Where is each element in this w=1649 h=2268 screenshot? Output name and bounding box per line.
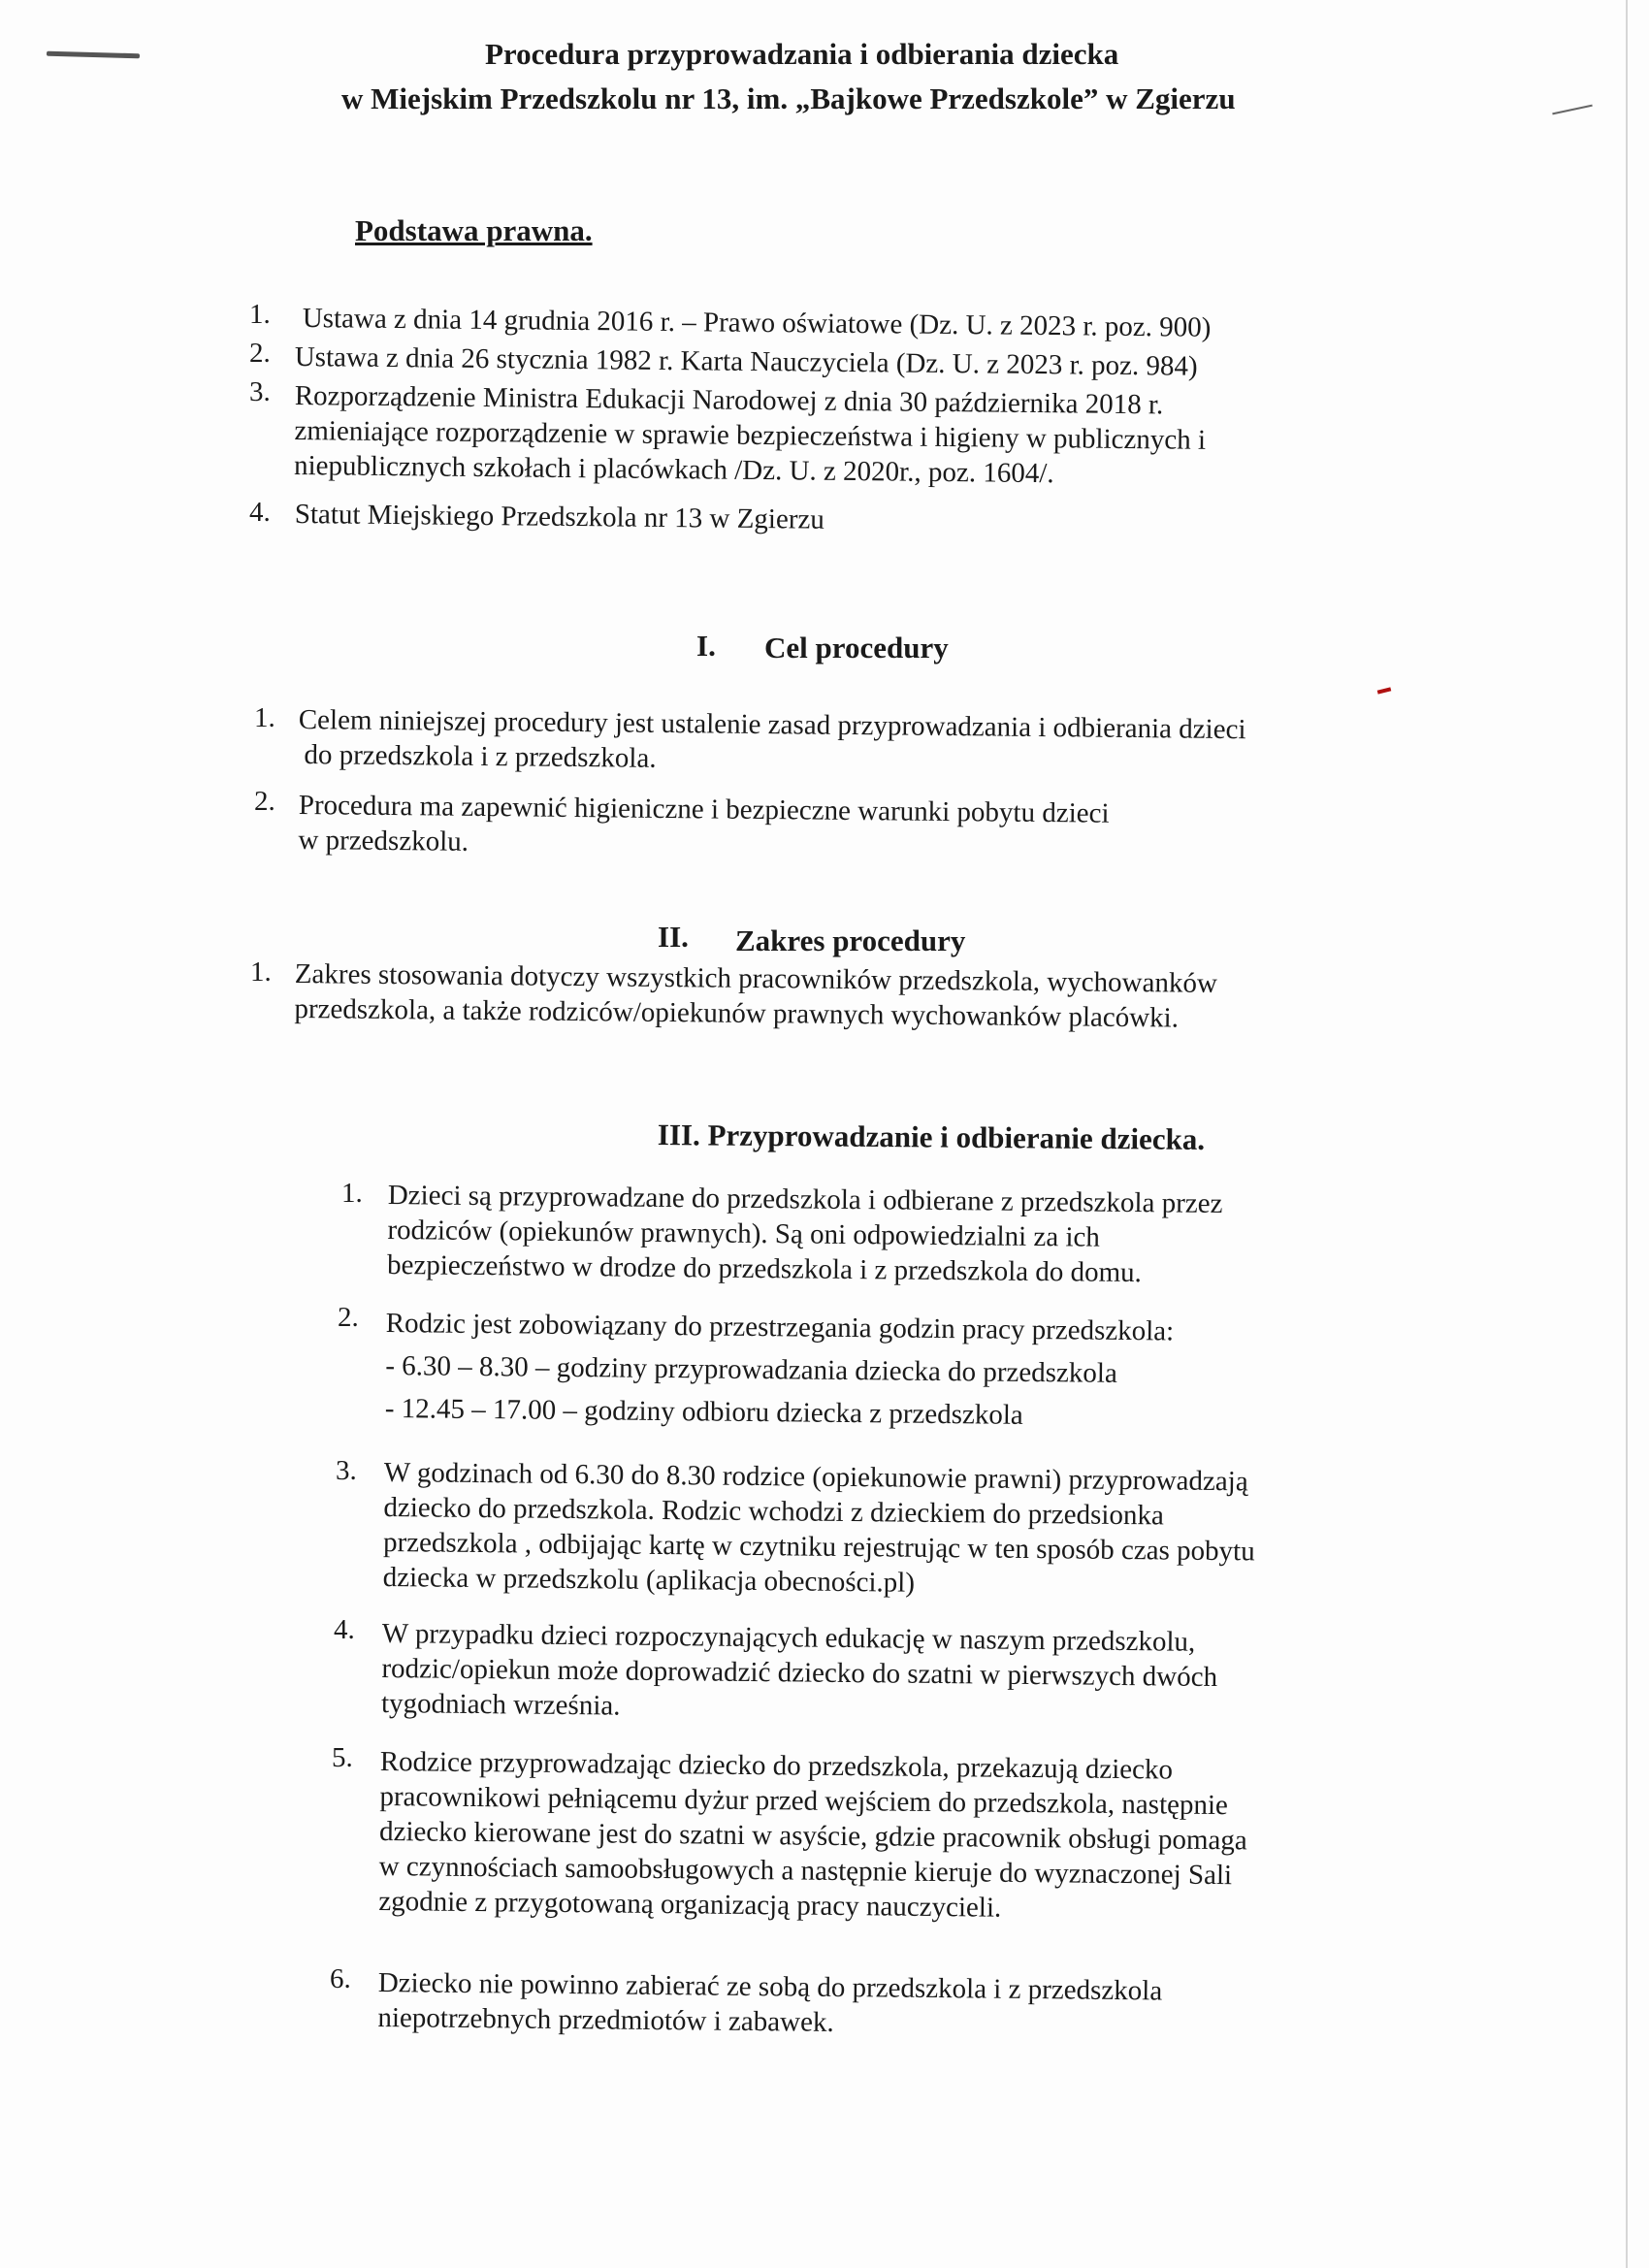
section-3-item-number: 5.: [332, 1742, 353, 1773]
legal-item: Ustawa z dnia 14 grudnia 2016 r. – Prawo oświatowe (Dz. U. z 2023 r. poz. 900): [302, 302, 1212, 343]
section-3-item-number: 6.: [330, 1963, 351, 1994]
scan-artifact-mark: [47, 51, 140, 59]
section-1-item: Procedura ma zapewnić higieniczne i bezpieczne warunki pobytu dzieci w przedszkolu.: [298, 789, 1110, 858]
section-3-item-number: 4.: [334, 1614, 355, 1645]
legal-item-number: 3.: [249, 376, 271, 407]
legal-item: Statut Miejskiego Przedszkola nr 13 w Zgierzu: [294, 498, 824, 535]
scan-page-edge: [1626, 0, 1628, 2268]
section-3-item: Rodzic jest zobowiązany do przestrzegania godzin pracy przedszkola: - 6.30 – 8.30 – godziny przyprowadzania dziecka do przedszkola - 12.45 – 17.00 – godziny odbioru dziecka z przedszkola: [384, 1307, 1175, 1431]
legal-item-number: 2.: [249, 338, 271, 369]
legal-item-number: 4.: [249, 497, 271, 528]
section-3-item: Dzieci są przyprowadzane do przedszkola i odbierane z przedszkola przez rodziców (opiekunów prawnych). Są oni odpowiedzialni za ich bezpieczeństwo w drodze do przedszkola i z przedszkola do domu.: [386, 1179, 1223, 1289]
section-1-item-number: 1.: [254, 702, 275, 733]
document-title-line-2: w Miejskim Przedszkolu nr 13, im. „Bajkowe Przedszkole” w Zgierzu: [341, 81, 1236, 115]
section-2-item: Zakres stosowania dotyczy wszystkich pracowników przedszkola, wychowanków przedszkola, a także rodziców/opiekunów prawnych wychowanków placówki.: [294, 957, 1218, 1034]
section-3-item: W przypadku dzieci rozpoczynających edukację w naszym przedszkolu, rodzic/opiekun może doprowadzić dziecko do szatni w pierwszych dwóch tygodniach września.: [380, 1617, 1218, 1722]
section-1-title: Cel procedury: [764, 631, 949, 664]
section-3-item: W godzinach od 6.30 do 8.30 rodzice (opiekunowie prawni) przyprowadzają dziecko do przedszkola. Rodzic wchodzi z dzieckiem do przedsionka przedszkola , odbijając kartę w czytniku rejestrując w ten sposób czas pobytu dziecka w przedszkolu (aplikacja obecności.pl): [382, 1456, 1255, 1599]
section-3-title: III. Przyprowadzanie i odbieranie dziecka.: [657, 1118, 1206, 1156]
section-3-item: Rodzice przyprowadzając dziecko do przedszkola, przekazują dziecko pracownikowi pełniącemu dyżur przed wejściem do przedszkola, następnie dziecko kierowane jest do szatni w asyście, gdzie pracownik obsługi pomaga w czynnościach samoobsługowych a następnie kieruje do wyznaczonej Sali zgodnie z przygotowaną organizacją pracy nauczycieli.: [378, 1745, 1247, 1924]
legal-basis-heading: Podstawa prawna.: [355, 213, 593, 247]
section-1-item-number: 2.: [254, 786, 275, 817]
legal-item: Rozporządzenie Ministra Edukacji Narodowej z dnia 30 października 2018 r. zmieniające rozporządzenie w sprawie bezpieczeństwa i higieny w publicznych i niepublicznych szkołach i placówkach /Dz. U. z 2020r., poz. 1604/.: [293, 379, 1207, 490]
section-2-title: Zakres procedury: [735, 923, 966, 957]
document-title-line-1: Procedura przyprowadzania i odbierania dziecka: [485, 37, 1119, 71]
legal-item-number: 1.: [249, 299, 271, 330]
section-2-numeral: II.: [658, 920, 689, 954]
scan-artifact-dash: [1377, 687, 1392, 694]
section-1-item: Celem niniejszej procedury jest ustalenie zasad przyprowadzania i odbierania dzieci do przedszkola i z przedszkola.: [298, 703, 1246, 774]
section-3-item-number: 1.: [341, 1178, 363, 1209]
section-1-numeral: I.: [696, 629, 716, 663]
section-3-item-number: 2.: [338, 1302, 359, 1333]
legal-item: Ustawa z dnia 26 stycznia 1982 r. Karta Nauczyciela (Dz. U. z 2023 r. poz. 984): [294, 340, 1198, 382]
section-3-item: Dziecko nie powinno zabierać ze sobą do przedszkola i z przedszkola niepotrzebnych przedmiotów i zabawek.: [377, 1966, 1163, 2038]
section-3-item-number: 3.: [336, 1455, 357, 1486]
section-2-item-number: 1.: [250, 956, 272, 988]
scan-artifact-mark: [1552, 105, 1592, 115]
